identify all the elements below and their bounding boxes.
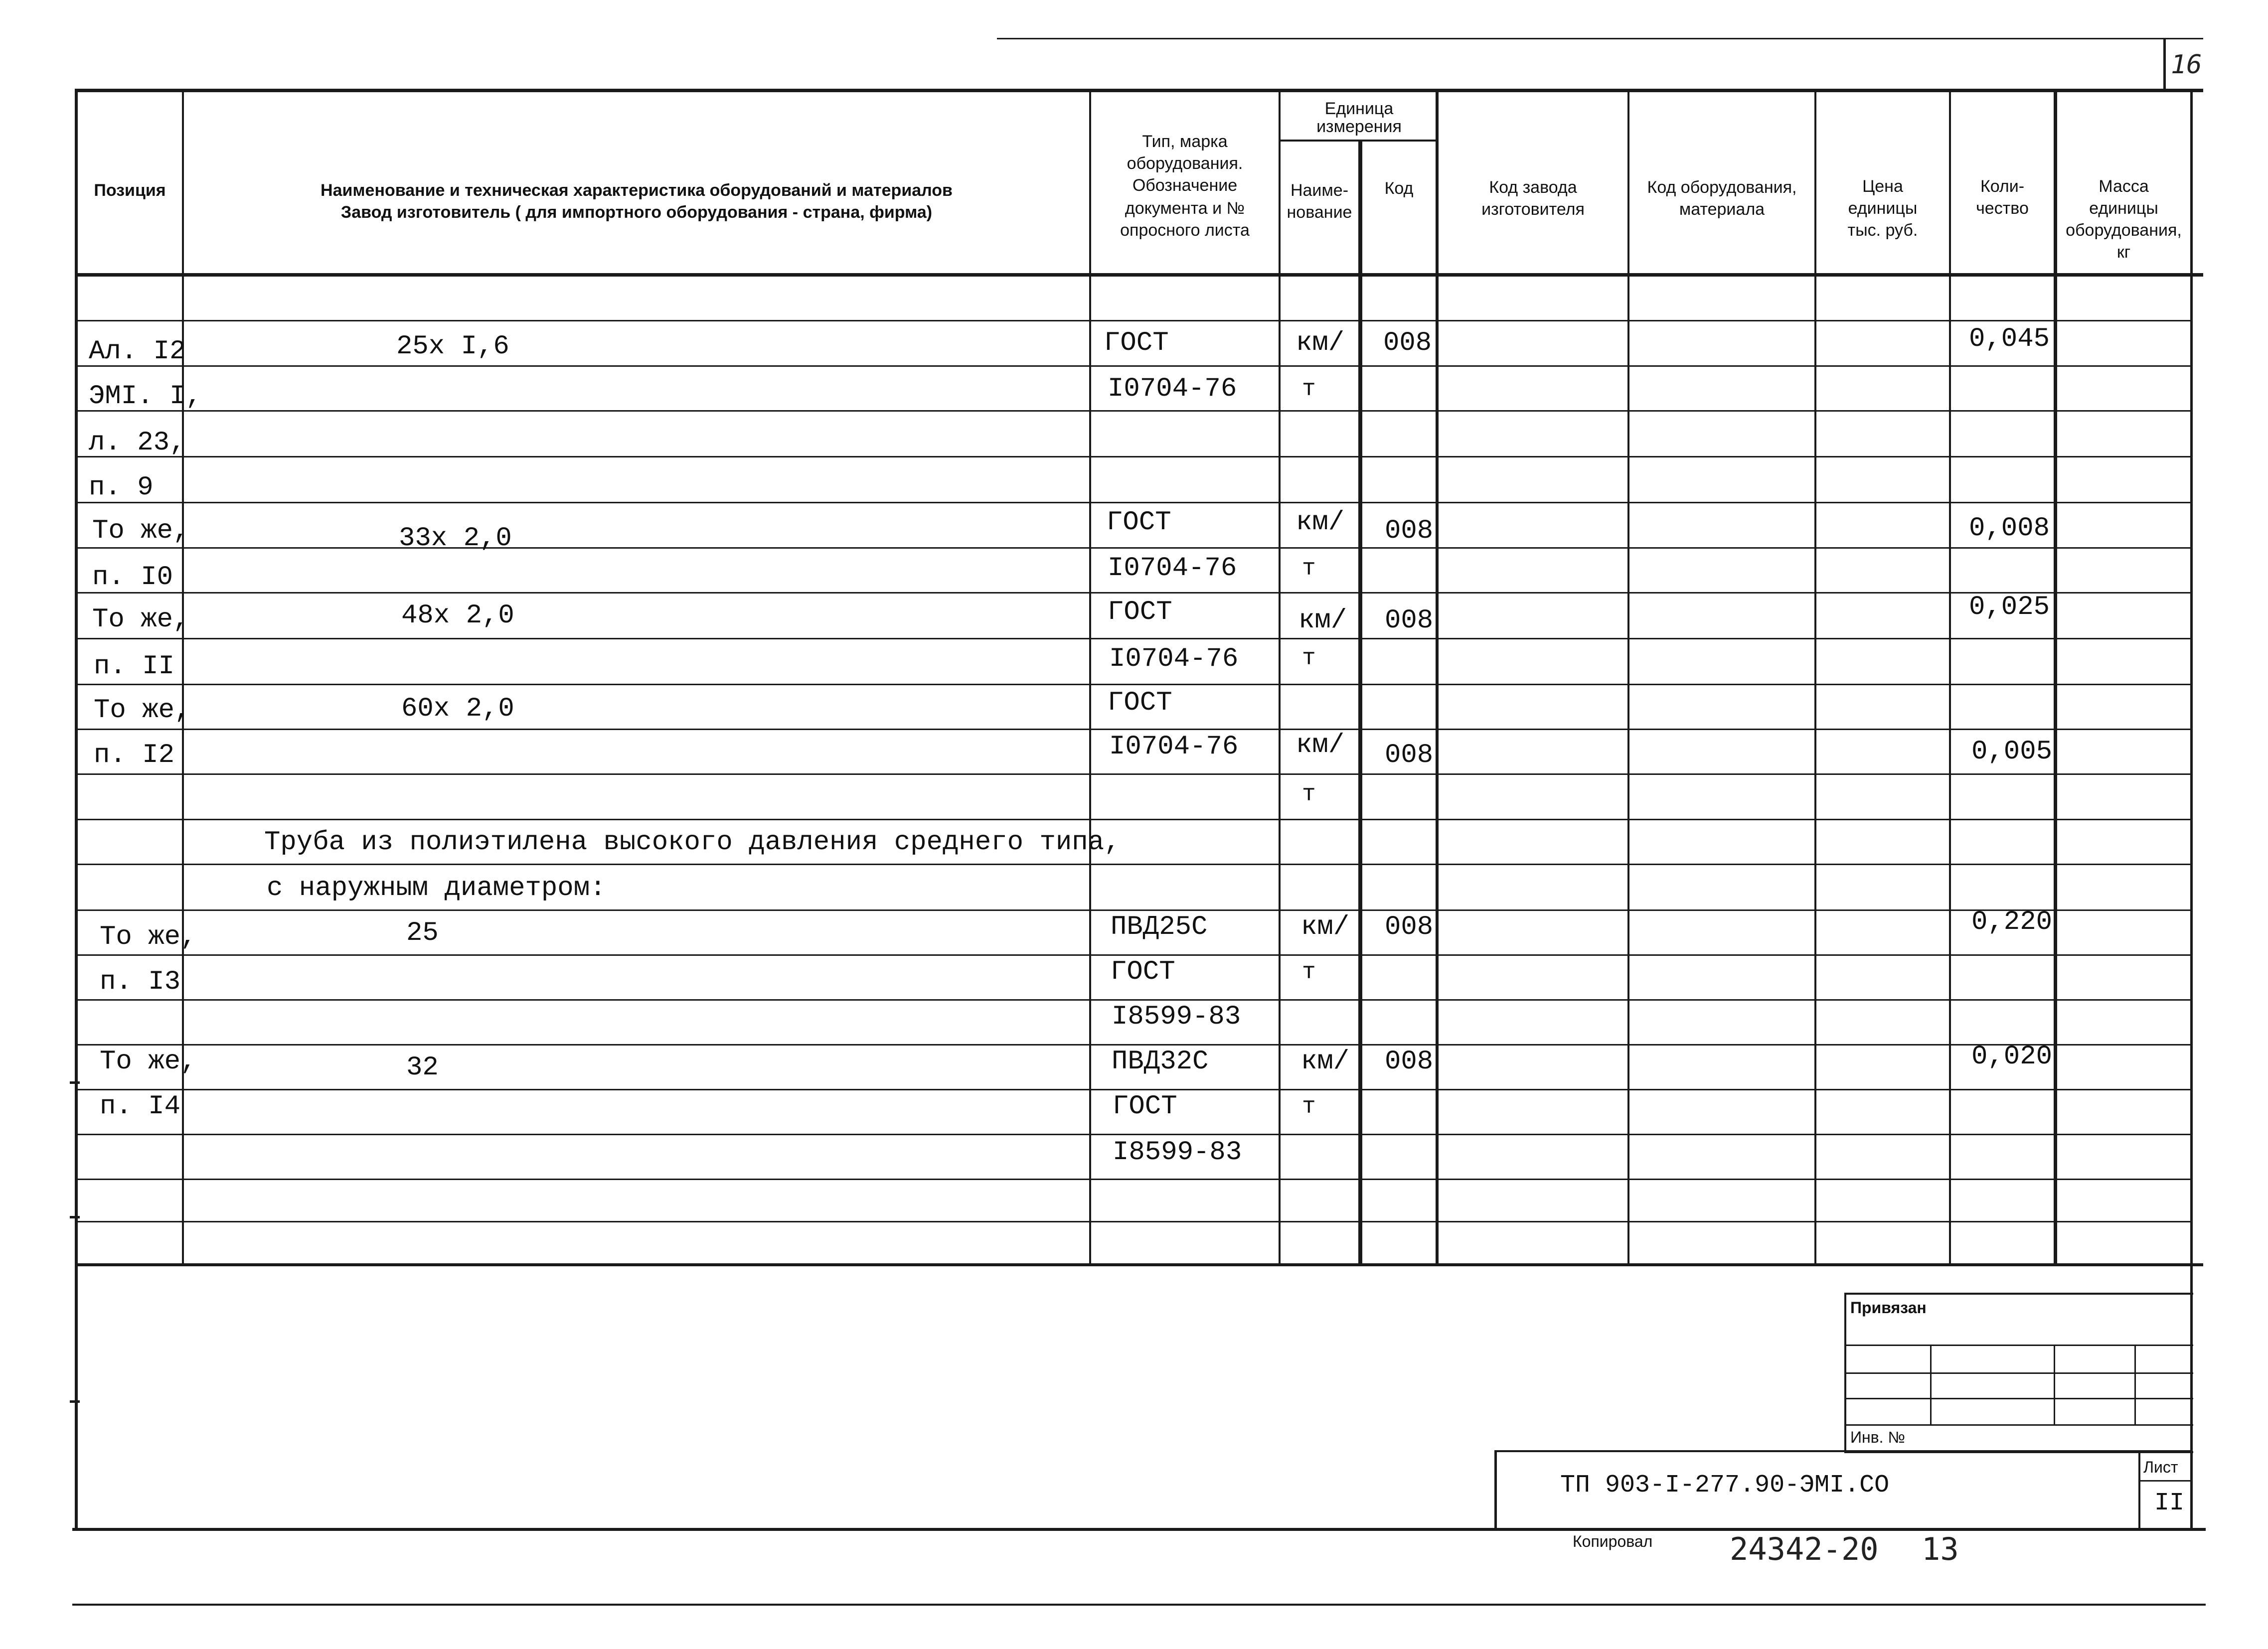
cell-position: п. II [94,651,175,682]
copied-label: Копировал [1573,1532,1653,1550]
header-name-line2: Завод изготовитель ( для импортного оборудования - страна, фирма) [340,203,933,222]
cell-unit: км/ [1301,1047,1350,1077]
cell-name-description: Труба из полиэтилена высокого давления среднего типа, [264,827,1121,858]
cell-code: 008 [1385,740,1434,770]
cell-type: ГОСТ [1111,957,1175,987]
header-mass-1: Масса [2099,177,2149,196]
cell-position: л. 23, [89,428,186,458]
cell-type: ГОСТ [1104,328,1169,358]
cell-unit: т [1302,645,1316,671]
header-mass-4: кг [2116,243,2131,262]
header-type-3: Обозначение [1132,176,1238,195]
cell-quantity: 0,045 [1969,324,2050,354]
header-unit-code: Код [1384,179,1414,198]
header-price-3: тыс. руб. [1847,221,1918,240]
cell-code: 008 [1385,1047,1434,1077]
cell-position: ЭМI. I, [89,381,202,412]
copy-number: 24342-20 [1730,1531,1879,1567]
cell-unit: т [1302,556,1316,582]
header-unit-2: измерения [1316,117,1402,136]
cell-quantity: 0,008 [1969,513,2050,544]
cell-code: 008 [1383,328,1432,358]
cell-unit: км/ [1296,328,1345,358]
cell-type: ГОСТ [1107,507,1171,538]
cell-position: То же, [100,1047,197,1077]
cell-unit: т [1302,781,1316,807]
cell-type: ГОСТ [1113,1091,1177,1122]
sheet-format: 13 [1922,1531,1959,1567]
attached-label: Привязан [1850,1299,1927,1317]
cell-position: п. I0 [92,562,173,593]
header-qty-2: чество [1976,199,2029,218]
header-factory-1: Код завода [1489,178,1577,197]
header-factory-2: изготовителя [1481,200,1585,219]
cell-position: То же, [100,922,197,952]
cell-type: ПВД32С [1112,1047,1209,1077]
header-mass-3: оборудования, [2066,221,2182,240]
header-type-1: Тип, марка [1142,132,1228,151]
cell-unit: км/ [1301,912,1350,942]
cell-quantity: 0,005 [1971,737,2053,767]
cell-code: 008 [1385,912,1434,942]
cell-quantity: 0,025 [1969,592,2050,622]
header-price-2: единицы [1848,199,1918,218]
header-unit-1: Единица [1324,99,1394,118]
cell-type: ГОСТ [1108,597,1172,627]
cell-type: I0704-76 [1108,553,1237,584]
cell-position: п. I3 [100,967,181,997]
cell-position: То же, [92,604,189,635]
cell-type: I0704-76 [1108,374,1237,404]
cell-type: ГОСТ [1108,688,1172,718]
header-price-1: Цена [1862,177,1903,196]
cell-name: 33х 2,0 [399,523,512,554]
header-equip-1: Код оборудования, [1647,178,1797,197]
sheet-number: II [2154,1489,2185,1517]
cell-type: I8599-83 [1112,1002,1241,1032]
cell-name: 48х 2,0 [401,600,514,631]
sheet-label: Лист [2143,1458,2178,1476]
header-type-4: документа и № [1125,199,1245,218]
header-name-line1: Наименование и техническая характеристика оборудований и материалов [321,181,953,200]
cell-type: ПВД25С [1111,912,1208,942]
cell-type: I0704-76 [1109,644,1239,674]
cell-position: п. I4 [100,1091,181,1122]
header-type-5: опросного листа [1120,221,1250,240]
document-code: ТП 903-I-277.90-ЭМI.СО [1560,1471,1890,1499]
header-mass-2: единицы [2089,199,2158,218]
cell-unit: км/ [1298,605,1347,636]
cell-position: То же, [94,695,191,726]
cell-code: 008 [1385,605,1434,636]
cell-type: I8599-83 [1113,1137,1242,1168]
cell-code: 008 [1385,516,1434,546]
header-qty-1: Коли- [1980,177,2025,196]
cell-unit: км/ [1296,507,1345,538]
cell-unit: т [1302,376,1316,402]
page-number: 16 [2171,50,2202,80]
cell-position: Ал. I2 [89,336,186,367]
cell-name: 60х 2,0 [401,694,514,724]
cell-position: п. I2 [94,740,175,770]
inventory-label: Инв. № [1850,1428,1905,1446]
cell-position: То же, [92,516,189,546]
header-unit-name-1: Наиме- [1290,181,1349,200]
cell-name: 25х I,6 [396,331,509,362]
cell-quantity: 0,020 [1971,1042,2053,1072]
cell-name: 32 [406,1052,439,1083]
cell-name-description: с наружным диаметром: [267,873,606,903]
cell-name: 25 [406,918,439,948]
cell-quantity: 0,220 [1971,907,2053,937]
header-position: Позиция [94,181,166,200]
cell-type: I0704-76 [1109,732,1239,762]
cell-position: п. 9 [89,472,154,503]
cell-unit: км/ [1296,730,1345,760]
header-unit-name-2: нование [1287,203,1352,222]
header-equip-2: материала [1679,200,1765,219]
cell-unit: т [1302,1094,1316,1120]
header-type-2: оборудования. [1127,154,1243,173]
cell-unit: т [1302,959,1316,985]
